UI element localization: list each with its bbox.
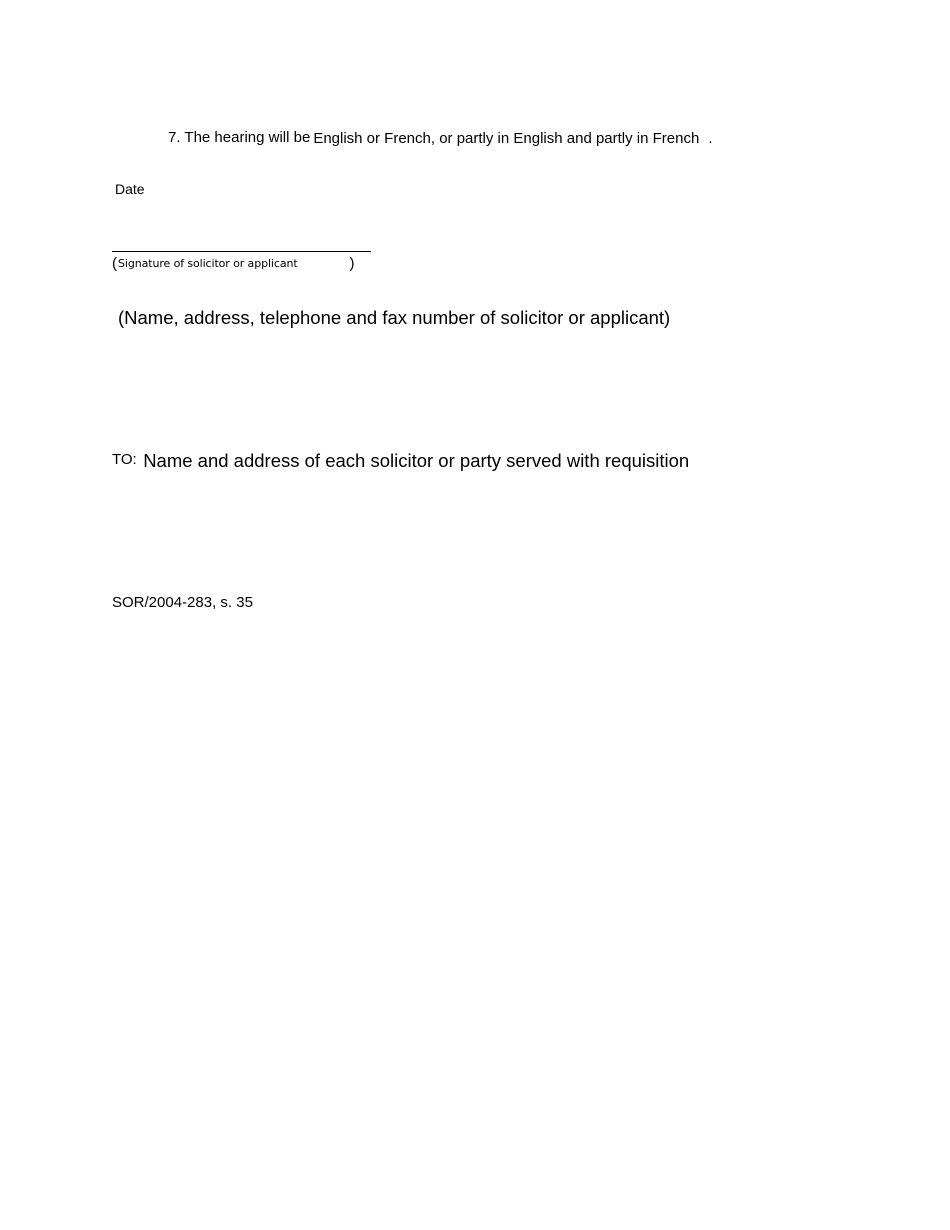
to-label: TO: (112, 451, 137, 468)
hearing-lead-text: 7. The hearing will be (168, 129, 311, 146)
hearing-language-field[interactable]: English or French, or partly in English and partly in French (313, 130, 700, 147)
date-label: Date (115, 181, 145, 197)
signature-open-paren: ( (112, 255, 117, 272)
to-recipients-caption: Name and address of each solicitor or party served with requisition (143, 450, 690, 471)
regulation-citation: SOR/2004-283, s. 35 (112, 594, 253, 611)
signature-caption (112, 255, 355, 272)
hearing-period: . (708, 130, 713, 147)
name-address-caption: (Name, address, telephone and fax number of solicitor or applicant) (118, 307, 671, 328)
signature-caption-text: Signature of solicitor or applicant (118, 257, 298, 270)
signature-close-paren: ) (349, 255, 355, 272)
to-block (112, 450, 689, 472)
signature-line[interactable] (112, 251, 371, 252)
hearing-language-paragraph (168, 129, 713, 146)
